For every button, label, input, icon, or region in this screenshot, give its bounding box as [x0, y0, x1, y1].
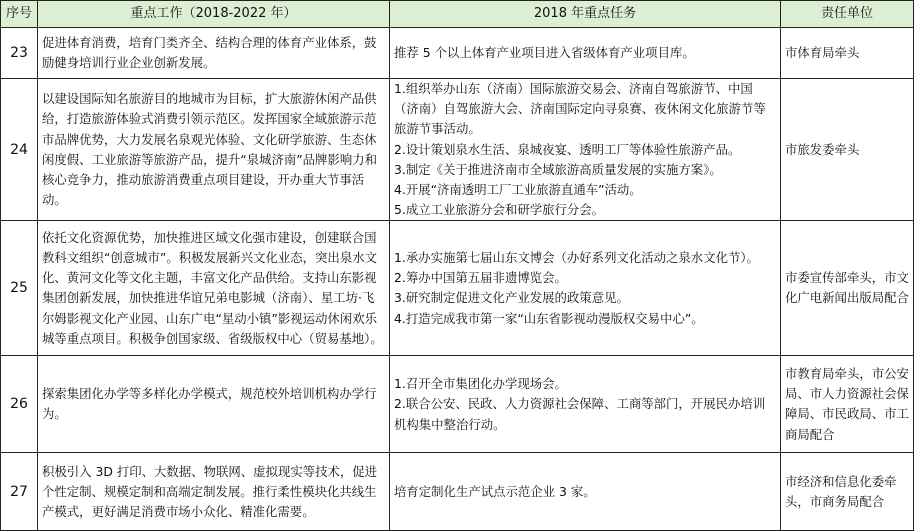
header-row [1, 1, 914, 28]
task-item: 1.承办实施第七届山东文博会（办好系列文化活动之泉水文化节）。 [394, 250, 759, 266]
task-item: 培育定制化生产试点示范企业 3 家。 [394, 483, 596, 499]
task-item: 2.筹办中国第五届非遗博览会。 [394, 270, 567, 286]
header-task: 2018 年重点任务 [390, 1, 781, 28]
header-unit: 责任单位 [781, 1, 914, 28]
row-number: 23 [1, 28, 38, 79]
task-item: 1.组织举办山东（济南）国际旅游交易会、济南自驾旅游节、中国（济南）自驾旅游大会、济南国际定向寻泉赛、夜休闲文化旅游节等旅游节事活动。 [394, 81, 766, 137]
table-row [1, 28, 914, 79]
row-task [390, 79, 781, 221]
row-number: 25 [1, 221, 38, 356]
table-row [1, 356, 914, 453]
row-work: 积极引入 3D 打印、大数据、物联网、虚拟现实等技术，促进个性定制、规模定制和高端定制发展。推行柔性模块化共线生产模式，更好满足消费市场小众化、精准化需要。 [38, 453, 390, 531]
row-work: 依托文化资源优势，加快推进区域文化强市建设，创建联合国教科文组织“创意城市”。积极发展新兴文化业态，突出泉水文化、黄河文化等文化主题，丰富文化产品供给。支持山东影视集团创新发展，加快推进华谊兄弟电影城（济南）、星工坊·飞尔姆影视文化产业园、山东广电“星动小镇”影视运动休闲欢乐城等重点项目。积极争创国家级、省级版权中心（贸易基地）。 [38, 221, 390, 356]
header-work: 重点工作（2018-2022 年） [38, 1, 390, 28]
table-row [1, 221, 914, 356]
task-item: 4.打造完成我市第一家“山东省影视动漫版权交易中心”。 [394, 310, 704, 326]
header-no: 序号 [1, 1, 38, 28]
task-item: 2.联合公安、民政、人力资源社会保障、工商等部门，开展民办培训机构集中整治行动。 [394, 396, 766, 432]
task-item: 5.成立工业旅游分会和研学旅行分会。 [394, 202, 605, 218]
row-number: 24 [1, 79, 38, 221]
row-work: 促进体育消费，培育门类齐全、结构合理的体育产业体系，鼓励健身培训行业企业创新发展。 [38, 28, 390, 79]
task-item: 3.研究制定促进文化产业发展的政策意见。 [394, 290, 629, 306]
row-work: 探索集团化办学等多样化办学模式，规范校外培训机构办学行为。 [38, 356, 390, 453]
row-unit: 市体育局牵头 [781, 28, 914, 79]
table-row [1, 79, 914, 221]
table-row [1, 453, 914, 531]
row-number: 27 [1, 453, 38, 531]
task-item: 1.召开全市集团化办学现场会。 [394, 376, 567, 392]
row-unit: 市委宣传部牵头，市文化广电新闻出版局配合 [781, 221, 914, 356]
row-unit: 市旅发委牵头 [781, 79, 914, 221]
task-item: 推荐 5 个以上体育产业项目进入省级体育产业项目库。 [394, 44, 695, 60]
task-item: 4.开展“济南透明工厂工业旅游直通车”活动。 [394, 182, 642, 198]
task-item: 3.制定《关于推进济南市全域旅游高质量发展的实施方案》。 [394, 161, 722, 177]
row-task [390, 356, 781, 453]
row-unit: 市经济和信息化委牵头，市商务局配合 [781, 453, 914, 531]
task-item: 2.设计策划泉水生活、泉城夜宴、透明工厂等体验性旅游产品。 [394, 141, 741, 157]
row-task [390, 28, 781, 79]
row-unit: 市教育局牵头，市公安局、市人力资源社会保障局、市民政局、市工商局配合 [781, 356, 914, 453]
row-work: 以建设国际知名旅游目的地城市为目标，扩大旅游休闲产品供给，打造旅游体验式消费引领示范区。发挥国家全域旅游示范市品牌优势，大力发展名泉观光体验、文化研学旅游、生态休闲度假、工业旅游等旅游产品，提升“泉城济南”品牌影响力和核心竞争力，推动旅游消费重点项目建设，开办重大节事活动。 [38, 79, 390, 221]
row-task [390, 453, 781, 531]
row-task [390, 221, 781, 356]
row-number: 26 [1, 356, 38, 453]
